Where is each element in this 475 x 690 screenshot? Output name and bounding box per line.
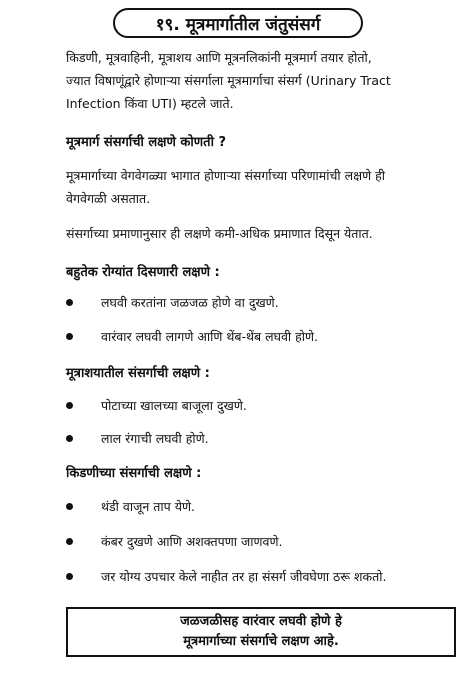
section-heading-symptoms: मूत्रमार्ग संसर्गाची लक्षणे कोणती ?: [66, 135, 226, 150]
bullet-icon: [66, 435, 73, 442]
list-item: [66, 498, 451, 516]
list-item: [66, 533, 451, 551]
page-title: [113, 8, 363, 38]
section-heading-kidney-symptoms: किडणीच्या संसर्गाची लक्षणे :: [66, 466, 202, 481]
list-item: [66, 328, 451, 346]
note-line: जळजळीसह वारंवार लघवी होणे हे: [180, 614, 342, 629]
severity-paragraph: संसर्गाच्या प्रमाणानुसार ही लक्षणे कमी-अधिक प्रमाणात दिसून येतात.: [66, 226, 373, 241]
symptoms-paragraph: [66, 164, 451, 210]
list-item-text: जर योग्य उपचार केले नाहीत तर हा संसर्ग जीवघेणा ठरू शकतो.: [101, 569, 387, 584]
bullet-icon: [66, 503, 73, 510]
list-item-text: पोटाच्या खालच्या बाजूला दुखणे.: [101, 398, 247, 413]
list-item-text: थंडी वाजून ताप येणे.: [101, 499, 195, 514]
list-item: [66, 397, 451, 415]
bullet-icon: [66, 402, 73, 409]
list-item-text: वारंवार लघवी लागणे आणि थेंब-थेंब लघवी होणे.: [101, 329, 319, 344]
list-item: [66, 568, 451, 586]
paragraph-line: मूत्रमार्गाच्या वेगवेगळ्या भागात होणाऱ्या संसर्गाच्या परिणामांची लक्षणे ही: [66, 168, 385, 183]
intro-line: Infection किंवा UTI) म्हटले जाते.: [66, 96, 234, 111]
bullet-icon: [66, 333, 73, 340]
bullet-icon: [66, 573, 73, 580]
intro-paragraph: [66, 46, 451, 115]
list-item-text: कंबर दुखणे आणि अशक्तपणा जाणवणे.: [101, 534, 283, 549]
intro-line: ज्यात विषाणूंद्वारे होणाऱ्या संसर्गाला मूत्रमार्गाचा संसर्ग (Urinary Tract: [66, 73, 391, 88]
list-item-text: लाल रंगाची लघवी होणे.: [101, 431, 209, 446]
paragraph-line: वेगवेगळी असतात.: [66, 191, 151, 206]
note-line: मूत्रमार्गाच्या संसर्गाचे लक्षण आहे.: [183, 634, 339, 649]
section-heading-bladder-symptoms: मूत्राशयातील संसर्गाची लक्षणे :: [66, 366, 210, 381]
list-item: [66, 294, 451, 312]
list-item-text: लघवी करतांना जळजळ होणे वा दुखणे.: [101, 295, 279, 310]
intro-line: किडणी, मूत्रवाहिनी, मूत्राशय आणि मूत्रनलिकांनी मूत्रमार्ग तयार होतो,: [66, 50, 372, 65]
bullet-icon: [66, 538, 73, 545]
list-item: [66, 430, 451, 448]
page-title-text: १९. मूत्रमार्गातील जंतुसंसर्ग: [155, 14, 321, 35]
highlight-note-box: [66, 607, 456, 657]
bullet-icon: [66, 299, 73, 306]
section-heading-common-symptoms: बहुतेक रोग्यांत दिसणारी लक्षणे :: [66, 265, 220, 280]
